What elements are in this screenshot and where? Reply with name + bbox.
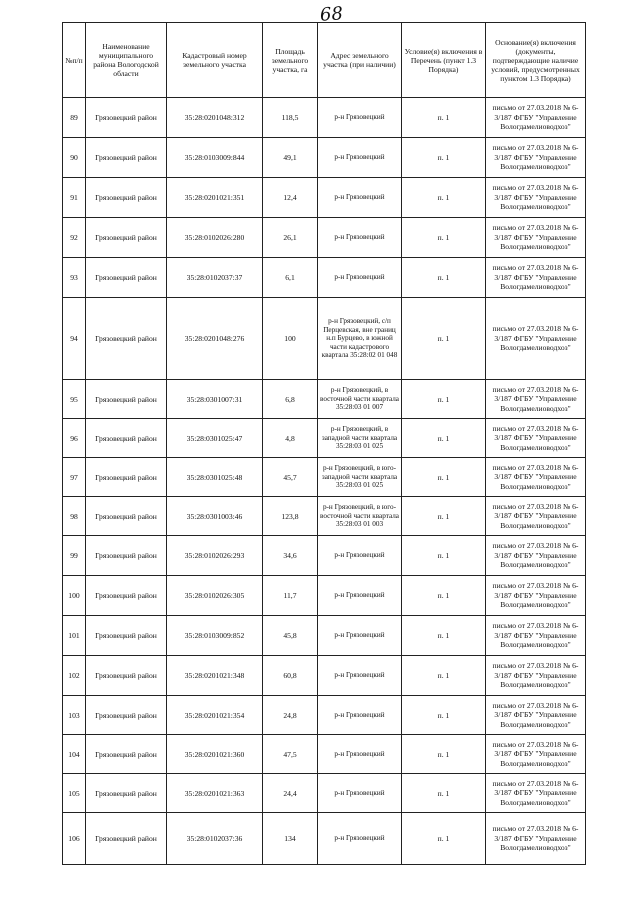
cadastral-number-cell: 35:28:0201021:348 [167, 656, 263, 696]
row-number: 105 [63, 774, 86, 813]
address-cell: р-н Грязовецкий, в западной части квартала 35:28:03 01 025 [318, 419, 402, 458]
basis-cell: письмо от 27.03.2018 № 6-3/187 ФГБУ "Управление Вологдамелиоводхоз" [486, 576, 586, 616]
district-cell: Грязовецкий район [86, 380, 167, 419]
address-cell: р-н Грязовецкий, в юго-восточной части квартала 35:28:03 01 003 [318, 497, 402, 536]
address-cell: р-н Грязовецкий [318, 178, 402, 218]
district-cell: Грязовецкий район [86, 735, 167, 774]
district-cell: Грязовецкий район [86, 258, 167, 298]
area-cell: 4,8 [263, 419, 318, 458]
condition-cell: п. 1 [402, 298, 486, 380]
cadastral-number-cell: 35:28:0102026:280 [167, 218, 263, 258]
row-number: 103 [63, 696, 86, 735]
area-cell: 26,1 [263, 218, 318, 258]
district-cell: Грязовецкий район [86, 656, 167, 696]
address-cell: р-н Грязовецкий [318, 258, 402, 298]
basis-cell: письмо от 27.03.2018 № 6-3/187 ФГБУ "Управление Вологдамелиоводхоз" [486, 616, 586, 656]
condition-cell: п. 1 [402, 458, 486, 497]
area-cell: 118,5 [263, 98, 318, 138]
table-row [63, 656, 586, 696]
table-row [63, 497, 586, 536]
table-row [63, 536, 586, 576]
condition-cell: п. 1 [402, 536, 486, 576]
row-number: 99 [63, 536, 86, 576]
table-row [63, 138, 586, 178]
area-cell: 24,8 [263, 696, 318, 735]
table-row [63, 98, 586, 138]
table-row [63, 458, 586, 497]
area-cell: 123,8 [263, 497, 318, 536]
district-cell: Грязовецкий район [86, 536, 167, 576]
header-number: №п/п [63, 23, 86, 98]
basis-cell: письмо от 27.03.2018 № 6-3/187 ФГБУ "Управление Вологдамелиоводхоз" [486, 380, 586, 419]
basis-cell: письмо от 27.03.2018 № 6-3/187 ФГБУ "Управление Вологдамелиоводхоз" [486, 735, 586, 774]
address-cell: р-н Грязовецкий [318, 138, 402, 178]
address-cell: р-н Грязовецкий [318, 774, 402, 813]
basis-cell: письмо от 27.03.2018 № 6-3/187 ФГБУ "Управление Вологдамелиоводхоз" [486, 774, 586, 813]
basis-cell: письмо от 27.03.2018 № 6-3/187 ФГБУ "Управление Вологдамелиоводхоз" [486, 458, 586, 497]
row-number: 94 [63, 298, 86, 380]
area-cell: 47,5 [263, 735, 318, 774]
address-cell: р-н Грязовецкий [318, 813, 402, 865]
header-basis: Основание(я) включения (документы, подтверждающие наличие условий, предусмотренных пунктом 1.3 Порядка) [486, 23, 586, 98]
basis-cell: письмо от 27.03.2018 № 6-3/187 ФГБУ "Управление Вологдамелиоводхоз" [486, 419, 586, 458]
address-cell: р-н Грязовецкий, в юго-западной части квартала 35:28:03 01 025 [318, 458, 402, 497]
page-number: 68 [319, 3, 344, 26]
district-cell: Грязовецкий район [86, 497, 167, 536]
district-cell: Грязовецкий район [86, 696, 167, 735]
district-cell: Грязовецкий район [86, 616, 167, 656]
address-cell: р-н Грязовецкий [318, 576, 402, 616]
district-cell: Грязовецкий район [86, 298, 167, 380]
table-row [63, 616, 586, 656]
row-number: 98 [63, 497, 86, 536]
condition-cell: п. 1 [402, 616, 486, 656]
table-row [63, 774, 586, 813]
table-header-row [63, 23, 586, 98]
area-cell: 100 [263, 298, 318, 380]
address-cell: р-н Грязовецкий [318, 218, 402, 258]
area-cell: 45,8 [263, 616, 318, 656]
table-row [63, 735, 586, 774]
district-cell: Грязовецкий район [86, 178, 167, 218]
row-number: 106 [63, 813, 86, 865]
cadastral-number-cell: 35:28:0301025:47 [167, 419, 263, 458]
address-cell: р-н Грязовецкий [318, 536, 402, 576]
row-number: 89 [63, 98, 86, 138]
basis-cell: письмо от 27.03.2018 № 6-3/187 ФГБУ "Управление Вологдамелиоводхоз" [486, 656, 586, 696]
district-cell: Грязовецкий район [86, 774, 167, 813]
table-row [63, 298, 586, 380]
land-plots-table [62, 22, 586, 865]
cadastral-number-cell: 35:28:0301007:31 [167, 380, 263, 419]
row-number: 101 [63, 616, 86, 656]
area-cell: 6,1 [263, 258, 318, 298]
table-row [63, 696, 586, 735]
cadastral-number-cell: 35:28:0103009:852 [167, 616, 263, 656]
cadastral-number-cell: 35:28:0201021:354 [167, 696, 263, 735]
district-cell: Грязовецкий район [86, 218, 167, 258]
cadastral-number-cell: 35:28:0301025:48 [167, 458, 263, 497]
row-number: 97 [63, 458, 86, 497]
district-cell: Грязовецкий район [86, 419, 167, 458]
table-row [63, 218, 586, 258]
basis-cell: письмо от 27.03.2018 № 6-3/187 ФГБУ "Управление Вологдамелиоводхоз" [486, 536, 586, 576]
table-row [63, 258, 586, 298]
condition-cell: п. 1 [402, 813, 486, 865]
table-row [63, 380, 586, 419]
condition-cell: п. 1 [402, 98, 486, 138]
cadastral-number-cell: 35:28:0301003:46 [167, 497, 263, 536]
address-cell: р-н Грязовецкий [318, 696, 402, 735]
basis-cell: письмо от 27.03.2018 № 6-3/187 ФГБУ "Управление Вологдамелиоводхоз" [486, 138, 586, 178]
condition-cell: п. 1 [402, 258, 486, 298]
cadastral-number-cell: 35:28:0102037:37 [167, 258, 263, 298]
address-cell: р-н Грязовецкий [318, 656, 402, 696]
header-district: Наименование муниципального района Вологодской области [86, 23, 167, 98]
table-row [63, 813, 586, 865]
row-number: 91 [63, 178, 86, 218]
condition-cell: п. 1 [402, 774, 486, 813]
table-row [63, 178, 586, 218]
condition-cell: п. 1 [402, 735, 486, 774]
basis-cell: письмо от 27.03.2018 № 6-3/187 ФГБУ "Управление Вологдамелиоводхоз" [486, 98, 586, 138]
table-row [63, 576, 586, 616]
condition-cell: п. 1 [402, 178, 486, 218]
row-number: 96 [63, 419, 86, 458]
address-cell: р-н Грязовецкий [318, 735, 402, 774]
cadastral-number-cell: 35:28:0103009:844 [167, 138, 263, 178]
cadastral-number-cell: 35:28:0201048:312 [167, 98, 263, 138]
cadastral-number-cell: 35:28:0201021:363 [167, 774, 263, 813]
row-number: 93 [63, 258, 86, 298]
address-cell: р-н Грязовецкий [318, 616, 402, 656]
cadastral-number-cell: 35:28:0201048:276 [167, 298, 263, 380]
cadastral-number-cell: 35:28:0102026:305 [167, 576, 263, 616]
address-cell: р-н Грязовецкий [318, 98, 402, 138]
district-cell: Грязовецкий район [86, 458, 167, 497]
header-area: Площадь земельного участка, га [263, 23, 318, 98]
area-cell: 60,8 [263, 656, 318, 696]
header-condition: Условие(я) включения в Перечень (пункт 1.3 Порядка) [402, 23, 486, 98]
condition-cell: п. 1 [402, 696, 486, 735]
row-number: 104 [63, 735, 86, 774]
cadastral-number-cell: 35:28:0201021:351 [167, 178, 263, 218]
area-cell: 12,4 [263, 178, 318, 218]
district-cell: Грязовецкий район [86, 813, 167, 865]
basis-cell: письмо от 27.03.2018 № 6-3/187 ФГБУ "Управление Вологдамелиоводхоз" [486, 258, 586, 298]
condition-cell: п. 1 [402, 576, 486, 616]
header-address: Адрес земельного участка (при наличии) [318, 23, 402, 98]
basis-cell: письмо от 27.03.2018 № 6-3/187 ФГБУ "Управление Вологдамелиоводхоз" [486, 497, 586, 536]
condition-cell: п. 1 [402, 380, 486, 419]
cadastral-number-cell: 35:28:0201021:360 [167, 735, 263, 774]
row-number: 100 [63, 576, 86, 616]
row-number: 92 [63, 218, 86, 258]
basis-cell: письмо от 27.03.2018 № 6-3/187 ФГБУ "Управление Вологдамелиоводхоз" [486, 813, 586, 865]
table-row [63, 419, 586, 458]
condition-cell: п. 1 [402, 138, 486, 178]
area-cell: 11,7 [263, 576, 318, 616]
address-cell: р-н Грязовецкий, в восточной части квартала 35:28:03 01 007 [318, 380, 402, 419]
condition-cell: п. 1 [402, 656, 486, 696]
condition-cell: п. 1 [402, 497, 486, 536]
basis-cell: письмо от 27.03.2018 № 6-3/187 ФГБУ "Управление Вологдамелиоводхоз" [486, 178, 586, 218]
row-number: 102 [63, 656, 86, 696]
row-number: 90 [63, 138, 86, 178]
condition-cell: п. 1 [402, 419, 486, 458]
area-cell: 134 [263, 813, 318, 865]
cadastral-number-cell: 35:28:0102037:36 [167, 813, 263, 865]
row-number: 95 [63, 380, 86, 419]
area-cell: 24,4 [263, 774, 318, 813]
header-cadastral: Кадастровый номер земельного участка [167, 23, 263, 98]
area-cell: 49,1 [263, 138, 318, 178]
district-cell: Грязовецкий район [86, 138, 167, 178]
basis-cell: письмо от 27.03.2018 № 6-3/187 ФГБУ "Управление Вологдамелиоводхоз" [486, 298, 586, 380]
district-cell: Грязовецкий район [86, 98, 167, 138]
district-cell: Грязовецкий район [86, 576, 167, 616]
address-cell: р-н Грязовецкий, с/п Перцевская, вне границ н.п Бурцево, в южной части кадастрового квартала 35:28:02 01 048 [318, 298, 402, 380]
area-cell: 45,7 [263, 458, 318, 497]
cadastral-number-cell: 35:28:0102026:293 [167, 536, 263, 576]
basis-cell: письмо от 27.03.2018 № 6-3/187 ФГБУ "Управление Вологдамелиоводхоз" [486, 218, 586, 258]
condition-cell: п. 1 [402, 218, 486, 258]
area-cell: 34,6 [263, 536, 318, 576]
area-cell: 6,8 [263, 380, 318, 419]
basis-cell: письмо от 27.03.2018 № 6-3/187 ФГБУ "Управление Вологдамелиоводхоз" [486, 696, 586, 735]
